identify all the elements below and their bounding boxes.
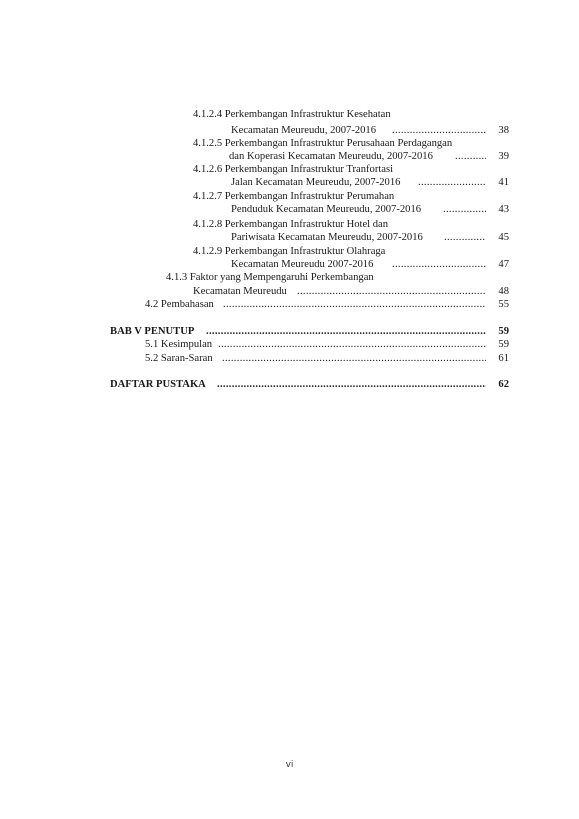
dot-leader bbox=[223, 298, 486, 311]
dot-leader bbox=[206, 325, 486, 338]
dot-leader bbox=[392, 258, 486, 271]
toc-page-number: 45 bbox=[498, 232, 509, 243]
dot-leader bbox=[392, 124, 486, 137]
dot-leader bbox=[455, 150, 486, 163]
toc-entry-title-cont: Kecamatan Meureudu, 2007-2016 bbox=[231, 125, 377, 136]
toc-page-number: 59 bbox=[498, 326, 509, 337]
toc-entry-title-cont: Kecamatan Meureudu bbox=[193, 286, 287, 297]
toc-entry-title: 4.1.2.5 Perkembangan Infrastruktur Perusahaan Perdagangan bbox=[193, 138, 453, 149]
toc-entry-title: 4.1.2.9 Perkembangan Infrastruktur Olahraga bbox=[193, 246, 386, 257]
toc-entry-title: 4.1.2.6 Perkembangan Infrastruktur Tranfortasi bbox=[193, 164, 394, 175]
dot-leader bbox=[297, 285, 486, 298]
toc-entry-title: 4.1.2.8 Perkembangan Infrastruktur Hotel dan bbox=[193, 219, 389, 230]
footer-page-number: vi bbox=[285, 760, 294, 770]
toc-entry-title: 4.1.3 Faktor yang Mempengaruhi Perkembangan bbox=[166, 272, 374, 283]
toc-entry-title: 5.1 Kesimpulan bbox=[145, 339, 213, 350]
dot-leader bbox=[222, 352, 486, 365]
toc-entry-title: 4.1.2.4 Perkembangan Infrastruktur Kesehatan bbox=[193, 109, 391, 120]
toc-entry-title: 5.2 Saran-Saran bbox=[145, 353, 213, 364]
toc-page-number: 43 bbox=[498, 204, 509, 215]
dot-leader bbox=[217, 378, 486, 391]
toc-page-number: 48 bbox=[498, 286, 509, 297]
toc-entry-title-cont: Jalan Kecamatan Meureudu, 2007-2016 bbox=[231, 177, 401, 188]
dot-leader bbox=[418, 176, 486, 189]
toc-page-number: 59 bbox=[498, 339, 509, 350]
toc-page-number: 62 bbox=[498, 379, 509, 390]
toc-entry-title-cont: Kecamatan Meureudu 2007-2016 bbox=[231, 259, 374, 270]
toc-chapter-title: BAB V PENUTUP bbox=[110, 326, 195, 337]
toc-page-number: 39 bbox=[498, 151, 509, 162]
toc-page-number: 47 bbox=[498, 259, 509, 270]
dot-leader bbox=[443, 203, 486, 216]
dot-leader bbox=[218, 338, 486, 351]
toc-entry-title: 4.2 Pembahasan bbox=[145, 299, 214, 310]
toc-entry-title-cont: dan Koperasi Kecamatan Meureudu, 2007-2016 bbox=[229, 151, 433, 162]
toc-page-number: 55 bbox=[498, 299, 509, 310]
toc-page-number: 38 bbox=[498, 125, 509, 136]
toc-entry-title-cont: Penduduk Kecamatan Meureudu, 2007-2016 bbox=[231, 204, 422, 215]
toc-page-number: 61 bbox=[498, 353, 509, 364]
toc-page-number: 41 bbox=[498, 177, 509, 188]
toc-entry-title-cont: Pariwisata Kecamatan Meureudu, 2007-2016 bbox=[231, 232, 423, 243]
toc-entry-title: 4.1.2.7 Perkembangan Infrastruktur Perumahan bbox=[193, 191, 395, 202]
toc-chapter-title: DAFTAR PUSTAKA bbox=[110, 379, 206, 390]
dot-leader bbox=[444, 231, 486, 244]
